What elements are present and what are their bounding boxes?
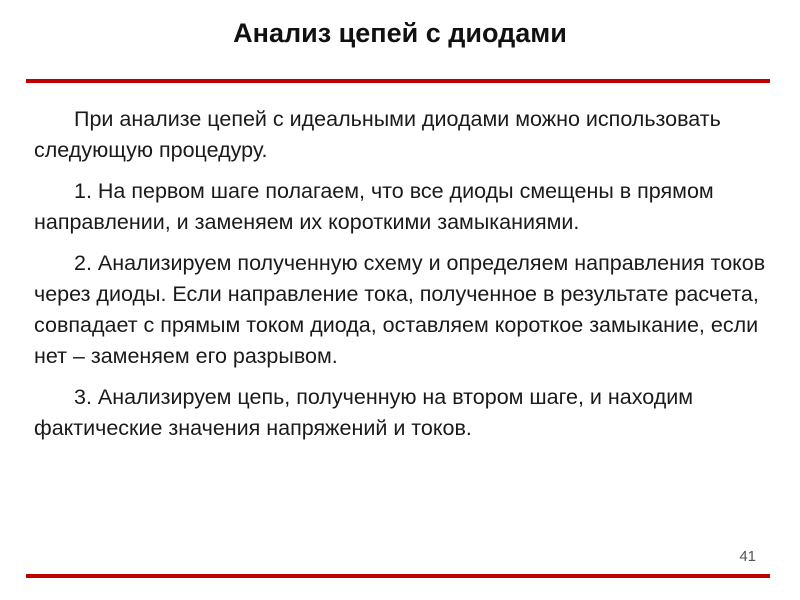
page-number: 41 [739, 548, 756, 565]
title-divider [26, 79, 770, 83]
intro-paragraph: При анализе цепей с идеальными диодами можно использовать следующую процедуру. [34, 107, 721, 162]
step-2-paragraph: 2. Анализируем полученную схему и определяем направления токов через диоды. Если направление тока, полученное в результате расчета, совпадает с прямым током диода, оставляем короткое замыкание, если нет – заменяем его разрывом. [34, 251, 766, 368]
step-3-paragraph: 3. Анализируем цепь, полученную на втором шаге, и находим фактические значения напряжений и токов. [34, 385, 694, 440]
slide-body [34, 104, 770, 454]
slide-title: Анализ цепей с диодами [233, 18, 567, 48]
footer-divider [26, 574, 770, 578]
step-1-paragraph: 1. На первом шаге полагаем, что все диоды смещены в прямом направлении, и заменяем их короткими замыканиями. [34, 179, 714, 234]
